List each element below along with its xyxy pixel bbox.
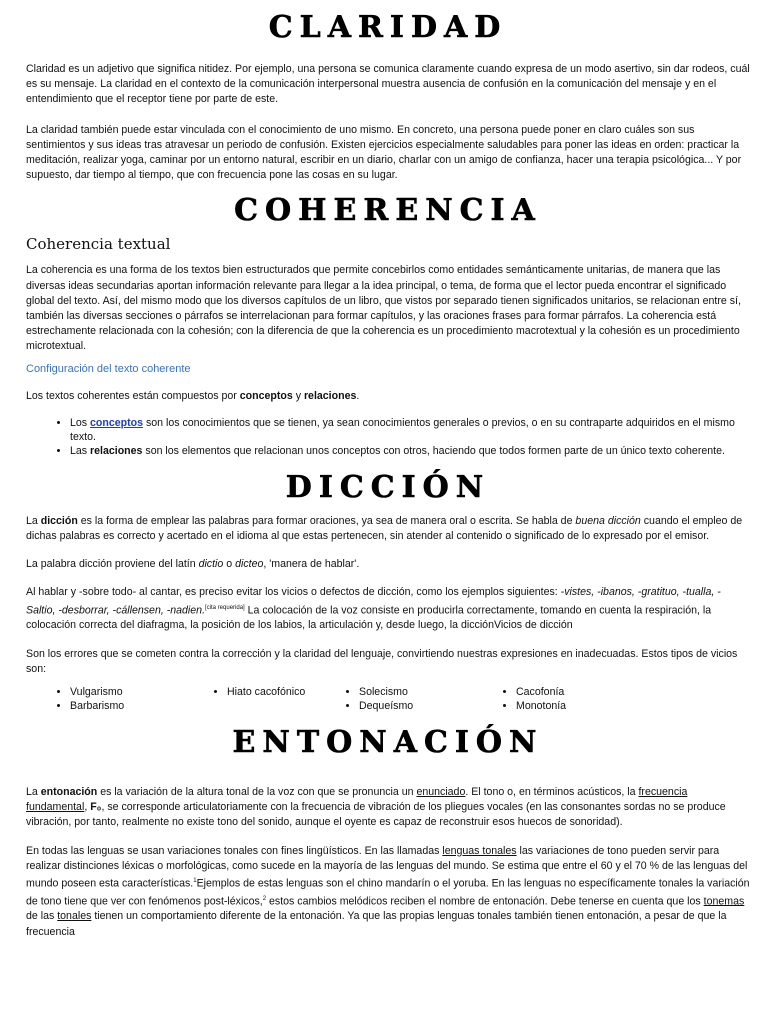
vicios-column-4: [494, 685, 651, 713]
coherencia-paragraph-2: Los textos coherentes están compuestos por conceptos y relaciones.: [26, 389, 360, 402]
claridad-paragraph-2: La claridad también puede estar vinculada con el conocimiento de uno mismo. En concreto, una persona puede poner en claro cuáles son sus sentimientos y sus ideas tras atravesar un periodo de confusión. Existen ejercicios especialmente saludables para poner las ideas en orden: practicar la meditación, realizar yoga, caminar por un entorno natural, escribir en un diario, charlar con un amigo de confianza, hacer una terapia psicológica... Y por supuesto, dar tiempo al tiempo, que con frecuencia pone las cosas en su lugar.: [26, 123, 742, 182]
list-item: • Solecismo: [359, 685, 494, 699]
diccion-paragraph-1: La dicción es la forma de emplear las palabras para formar oraciones, ya sea de manera oral o escrita. Se habla de buena dicción cuando el empleo de dichas palabras es correcto y acertado en el idioma al que estas pertenecen, sin atender al contenido o significado de lo expresado por el emisor.: [26, 514, 743, 543]
list-item: • Dequeísmo: [359, 699, 494, 713]
coherencia-paragraph-1: La coherencia es una forma de los textos bien estructurados que permite concebirlos como entidades semánticamente unitarias, de manera que las diversas ideas secundarias aportan información relevante para llegar a la idea principal, o tema, de forma que el lector pueda encontrar el significado global del texto. Así, del mismo modo que los diversos capítulos de un libro, que vistos por separado tienen significados unitarios, se relacionan entre sí, también las diversas secciones o párrafos se interrelacionan para formar capítulos, y las oraciones frases para formar párrafos. La coherencia está estrechamente relacionada con la cohesión; con la diferencia de que la coherencia es un procedimiento macrotextual y la cohesión es un procedimiento microtextual.: [26, 264, 741, 353]
list-item: • Barbarismo: [70, 699, 205, 713]
list-item: • Los conceptos son los conocimientos que se tienen, ya sean conocimientos generales o previos, o en su contraparte adquiridos en el mismo texto.: [70, 416, 750, 444]
vicios-column-3: [337, 685, 494, 713]
link-enunciado[interactable]: enunciado: [416, 786, 466, 798]
vicios-column-2: [205, 685, 337, 713]
coherencia-list: [26, 416, 750, 458]
vicios-column-1: [48, 685, 205, 713]
link-frecuencia-fundamental[interactable]: frecuencia fundamental: [26, 786, 688, 814]
entonacion-paragraph-1: La entonación es la variación de la altura tonal de la voz con que se pronuncia un enunciado. El tono o, en términos acústicos, la frecuencia fundamental, F₀, se corresponde articulatoriamente con la frecuencia de vibración de los pliegues vocales (en las consonantes sordas no se produce vibración, por tanto, realmente no existe tono del sonido, aunque el oyente es capaz de reconstruir esos huecos de sonoridad).: [26, 786, 726, 829]
diccion-paragraph-4: Son los errores que se cometen contra la corrección y la claridad del lenguaje, convirtiendo nuestras expresiones en inadecuadas. Estos tipos de vicios son:: [26, 647, 738, 675]
claridad-paragraph-1: Claridad es un adjetivo que significa nitidez. Por ejemplo, una persona se comunica claramente cuando expresa de un modo asertivo, sin dar rodeos, cuál es su mensaje. La claridad en el contexto de la comunicación interpersonal muestra ausencia de confusión en la comunicación del mensaje y en el entendimiento que el receptor tiene por parte de este.: [26, 63, 750, 106]
vicios-columns: [26, 685, 750, 713]
list-item: • Monotonía: [516, 699, 651, 713]
link-tonales[interactable]: tonales: [57, 910, 92, 923]
list-item: • Las relaciones son los elementos que relacionan unos conceptos con otros, haciendo que todos formen parte de un único texto coherente.: [70, 444, 750, 458]
link-configuracion[interactable]: Configuración del texto coherente: [26, 362, 191, 375]
entonacion-paragraph-2: En todas las lenguas se usan variaciones tonales con fines lingüísticos. En las llamadas lenguas tonales las variaciones de tono pueden servir para realizar distinciones léxicas o morfológicas, como sucede en la mayoría de las lenguas del mundo. Se estima que entre el 60 y el 70 % de las lenguas del mundo poseen esta características.$^1$Ejemplos de estas lenguas son el chino mandarín o el yoruba. En las lenguas no específicamente tonales la variación de tono tiene que ver con fenómenos post-léxicos,$^2$ estos cambios melódicos reciben el nombre de entonación. Debe tenerse en cuenta que los tonemas de las tonales tienen un comportamiento diferente de la entonación. Ya que las propias lenguas tonales también tienen entonación, a pesar de que la frecuencia: [26, 844, 750, 938]
list-item: • Cacofonía: [516, 685, 651, 699]
list-item: • Hiato cacofónico: [227, 685, 337, 699]
heading-entonacion: ENTONACIÓN: [232, 725, 544, 760]
diccion-paragraph-2: La palabra dicción proviene del latín dictio o dicteo, 'manera de hablar'.: [26, 558, 360, 571]
link-tonemas[interactable]: tonemas: [703, 895, 745, 908]
link-lenguas-tonales[interactable]: lenguas tonales: [442, 844, 517, 857]
diccion-paragraph-3: Al hablar y -sobre todo- al cantar, es preciso evitar los vicios o defectos de dicción, como los ejemplos siguientes: -vistes, -ibanos, -gratituo, -tualla, -Saltio, -desborrar, -cállensen, -nadien.[cita requerida] La colocación de la voz consiste en producirla correctamente, tomando en cuenta la respiración, la colocación correcta del diafragma, la posición de los labios, la articulación y, desde luego, la dicciónVicios de dicción: [26, 586, 721, 632]
heading-diccion: DICCIÓN: [285, 469, 491, 505]
heading-coherencia: COHERENCIA: [234, 193, 542, 229]
subheading-coherencia-textual: Coherencia textual: [26, 235, 171, 254]
heading-claridad: CLARIDAD: [268, 10, 508, 45]
list-item: • Vulgarismo: [70, 685, 205, 699]
link-conceptos[interactable]: conceptos: [90, 416, 144, 429]
